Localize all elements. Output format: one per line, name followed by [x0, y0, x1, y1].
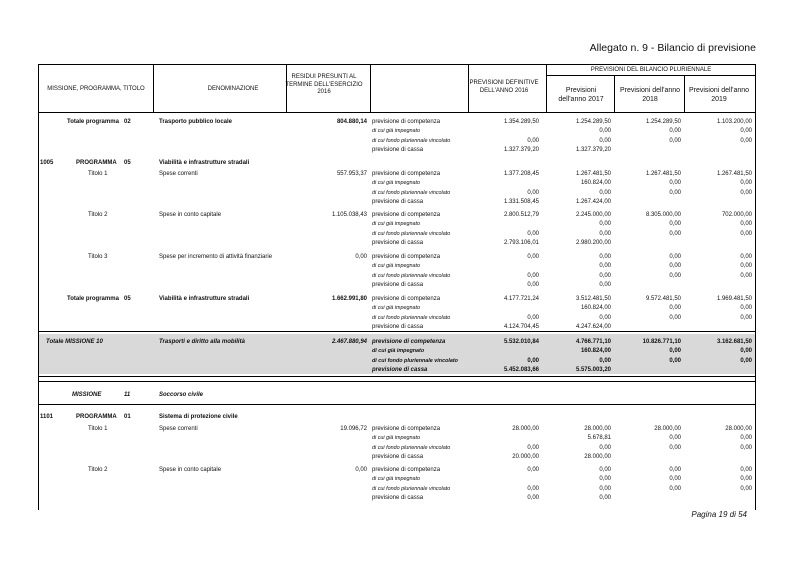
table-rule: [38, 331, 756, 332]
value-y2017: 0,00: [599, 189, 611, 196]
value-y2017: 2.245.000,00: [575, 212, 611, 218]
header-divider: [684, 75, 685, 112]
residui-value: 1.662.991,80: [331, 296, 367, 302]
value-prev_def: 0,00: [527, 281, 539, 288]
row-level: PROGRAMMA: [76, 160, 117, 166]
row-denominazione: Viabilità e infrastrutture stradali: [159, 296, 250, 302]
value-y2019: 1.969.481,50: [716, 296, 752, 302]
value-y2019: 0,00: [740, 305, 752, 312]
value-y2019: 0,00: [740, 435, 752, 442]
value-prev_def: 1.327.379,20: [503, 146, 539, 153]
value-y2017: 0,00: [599, 494, 611, 501]
value-y2018: 0,00: [669, 180, 681, 187]
value-y2017: 0,00: [599, 254, 611, 260]
row-type-label: di cui fondo pluriennale vincolato: [372, 272, 451, 279]
value-y2017: 4.247.624,00: [575, 323, 611, 330]
header-year-2018: Previsioni dell'anno 2018: [619, 87, 681, 103]
value-y2019: 0,00: [740, 348, 752, 355]
header-residui: RESIDUI PRESUNTI AL TERMINE DELL'ESERCIZIO 2016: [285, 74, 363, 95]
value-prev_def: 0,00: [527, 467, 539, 473]
value-y2018: 0,00: [669, 357, 681, 364]
value-y2017: 5.678,81: [587, 435, 611, 442]
value-prev_def: 0,00: [527, 254, 539, 260]
row-denominazione: Trasporto pubblico locale: [159, 119, 233, 125]
value-y2017: 0,00: [599, 230, 611, 237]
value-y2017: 28.000,00: [584, 453, 611, 460]
header-mission-programma-titolo: MISSIONE, PROGRAMMA, TITOLO: [47, 86, 145, 92]
row-type-label: di cui già impegnato: [372, 128, 420, 135]
row-level: Titolo 1: [88, 171, 108, 177]
row-denominazione: Sistema di protezione civile: [159, 414, 238, 420]
row-type-label: di cui già impegnato: [372, 180, 420, 187]
document-title: Allegato n. 9 - Bilancio di previsione: [589, 42, 756, 54]
row-type-label: di cui già impegnato: [372, 221, 420, 228]
value-prev_def: 2.800.512,79: [503, 212, 539, 218]
value-y2019: 0,00: [740, 357, 752, 364]
value-y2017: 0,00: [599, 467, 611, 473]
value-prev_def: 0,00: [527, 272, 539, 279]
row-type-label: previsione di competenza: [372, 296, 441, 302]
header-group-rule: [546, 75, 756, 76]
value-y2017: 28.000,00: [584, 426, 611, 432]
value-y2019: 0,00: [740, 221, 752, 228]
row-code: 1101: [40, 414, 54, 420]
value-y2017: 0,00: [599, 137, 611, 144]
row-type-label: previsione di cassa: [372, 494, 424, 501]
value-y2017: 1.254.289,50: [575, 119, 611, 125]
header-previsioni-definitive: PREVISIONI DEFINITIVE DELL'ANNO 2016: [469, 80, 539, 94]
row-denominazione: Trasporti e diritto alla mobilità: [159, 339, 245, 345]
value-y2017: 0,00: [599, 272, 611, 279]
row-denominazione: Soccorso civile: [159, 392, 204, 398]
header-denominazione: DENOMINAZIONE: [207, 86, 259, 92]
value-y2018: 1.267.481,50: [645, 171, 681, 177]
table-rule: [38, 381, 756, 382]
row-type-label: di cui già impegnato: [372, 263, 420, 270]
value-y2019: 0,00: [740, 263, 752, 270]
row-type-label: previsione di competenza: [372, 426, 441, 432]
header-year-2019: Previsioni dell'anno 2019: [688, 87, 750, 103]
value-y2019: 0,00: [740, 476, 752, 483]
value-y2018: 0,00: [669, 221, 681, 228]
table-rule: [38, 376, 756, 377]
value-y2019: 0,00: [740, 272, 752, 279]
value-y2019: 3.162.681,50: [716, 339, 752, 345]
value-y2018: 0,00: [669, 485, 681, 492]
value-y2019: 0,00: [740, 444, 752, 451]
residui-value: 804.880,14: [336, 119, 367, 125]
header-year-2017: Previsioni dell'anno 2017: [558, 87, 604, 103]
value-y2017: 1.267.424,00: [575, 198, 611, 205]
value-prev_def: 5.452.083,66: [503, 366, 539, 373]
value-prev_def: 0,00: [527, 357, 539, 364]
value-y2018: 0,00: [669, 263, 681, 270]
value-y2017: 0,00: [599, 476, 611, 483]
value-y2017: 0,00: [599, 281, 611, 288]
value-prev_def: 20.000,00: [512, 453, 539, 460]
value-y2019: 0,00: [740, 180, 752, 187]
value-prev_def: 0,00: [527, 494, 539, 501]
residui-value: 19.096,72: [340, 426, 367, 432]
row-level: MISSIONE: [72, 392, 102, 398]
value-y2019: 28.000,00: [725, 426, 752, 432]
row-type-label: previsione di competenza: [372, 467, 441, 473]
row-type-label: di cui fondo pluriennale vincolato: [372, 444, 451, 451]
row-denominazione: Spese per incremento di attività finanziarie: [159, 254, 273, 260]
row-number: 01: [124, 414, 131, 420]
value-y2017: 1.267.481,50: [575, 171, 611, 177]
value-y2018: 28.000,00: [654, 426, 681, 432]
row-type-label: di cui già impegnato: [372, 305, 420, 312]
header-divider: [370, 64, 371, 112]
row-denominazione: Spese in conto capitale: [159, 212, 222, 218]
row-type-label: di cui fondo pluriennale vincolato: [372, 357, 458, 364]
row-type-label: previsione di cassa: [372, 453, 424, 460]
row-type-label: di cui fondo pluriennale vincolato: [372, 314, 451, 321]
value-prev_def: 0,00: [527, 444, 539, 451]
value-y2018: 9.572.481,50: [645, 296, 681, 302]
value-y2017: 4.766.771,10: [575, 339, 611, 345]
row-code: 1005: [40, 160, 54, 166]
row-denominazione: Spese in conto capitale: [159, 467, 222, 473]
value-y2018: 0,00: [669, 137, 681, 144]
page-footer: Pagina 19 di 54: [691, 510, 747, 519]
residui-value: 1.105.038,43: [331, 212, 367, 218]
value-prev_def: 0,00: [527, 137, 539, 144]
value-y2018: 0,00: [669, 272, 681, 279]
row-level: Totale MISSIONE 10: [46, 339, 103, 345]
value-prev_def: 1.354.289,50: [503, 119, 539, 125]
row-type-label: previsione di cassa: [372, 366, 428, 373]
row-type-label: previsione di competenza: [372, 171, 441, 177]
row-denominazione: Spese correnti: [159, 426, 198, 432]
value-y2019: 702.000,00: [721, 212, 752, 218]
value-y2017: 0,00: [599, 314, 611, 321]
value-y2018: 0,00: [669, 314, 681, 321]
row-type-label: di cui fondo pluriennale vincolato: [372, 189, 451, 196]
row-number: 05: [124, 296, 131, 302]
value-y2017: 160.824,00: [580, 348, 611, 355]
value-y2019: 0,00: [740, 314, 752, 321]
value-prev_def: 28.000,00: [512, 426, 539, 432]
row-number: 11: [124, 392, 131, 398]
row-level: Titolo 2: [88, 467, 108, 473]
value-y2018: 0,00: [669, 476, 681, 483]
value-y2018: 0,00: [669, 230, 681, 237]
row-type-label: previsione di cassa: [372, 323, 424, 330]
value-y2018: 0,00: [669, 348, 681, 355]
value-y2019: 0,00: [740, 485, 752, 492]
header-divider: [153, 64, 154, 112]
header-divider: [614, 75, 615, 112]
row-level: Titolo 1: [88, 426, 108, 432]
row-level: Titolo 3: [88, 254, 108, 260]
row-type-label: previsione di cassa: [372, 146, 424, 153]
value-y2018: 0,00: [669, 254, 681, 260]
value-y2017: 5.575.003,20: [575, 366, 611, 373]
row-type-label: di cui già impegnato: [372, 476, 420, 483]
header-divider: [468, 64, 469, 112]
value-y2017: 160.824,00: [580, 305, 611, 312]
value-prev_def: 2.793.106,01: [503, 239, 539, 246]
value-y2017: 160.824,00: [580, 180, 611, 187]
value-y2019: 1.103.200,00: [716, 119, 752, 125]
table-rule: [38, 112, 756, 113]
row-type-label: previsione di cassa: [372, 198, 424, 205]
value-y2018: 8.305.000,00: [645, 212, 681, 218]
value-y2019: 0,00: [740, 467, 752, 473]
header-divider: [546, 64, 547, 112]
row-type-label: di cui fondo pluriennale vincolato: [372, 137, 451, 144]
value-y2017: 0,00: [599, 128, 611, 135]
value-y2018: 1.254.289,50: [645, 119, 681, 125]
value-y2017: 0,00: [599, 485, 611, 492]
value-y2019: 1.267.481,50: [716, 171, 752, 177]
residui-value: 557.953,37: [336, 171, 367, 177]
value-prev_def: 1.331.508,45: [503, 198, 539, 205]
value-y2018: 10.826.771,10: [642, 339, 681, 345]
value-y2017: 0,00: [599, 263, 611, 270]
value-prev_def: 4.177.721,24: [503, 296, 539, 302]
value-y2017: 2.980.200,00: [575, 239, 611, 246]
row-level: PROGRAMMA: [76, 414, 117, 420]
row-level: Totale programma: [67, 119, 119, 125]
row-level: Totale programma: [67, 296, 119, 302]
row-type-label: previsione di competenza: [372, 119, 441, 125]
value-y2019: 0,00: [740, 128, 752, 135]
row-type-label: previsione di competenza: [372, 339, 446, 345]
value-y2018: 0,00: [669, 435, 681, 442]
value-y2018: 0,00: [669, 128, 681, 135]
value-prev_def: 0,00: [527, 485, 539, 492]
value-y2019: 0,00: [740, 189, 752, 196]
value-y2019: 0,00: [740, 230, 752, 237]
residui-value: 0,00: [355, 254, 367, 260]
value-y2018: 0,00: [669, 305, 681, 312]
value-y2019: 0,00: [740, 137, 752, 144]
row-type-label: di cui fondo pluriennale vincolato: [372, 230, 451, 237]
value-y2018: 0,00: [669, 444, 681, 451]
header-pluriennale-group: PREVISIONI DEL BILANCIO PLURIENNALE: [590, 67, 712, 73]
value-prev_def: 4.124.704,45: [503, 323, 539, 330]
value-prev_def: 0,00: [527, 230, 539, 237]
residui-value: 2.467.880,94: [331, 339, 367, 345]
row-number: 05: [124, 160, 131, 166]
value-y2017: 0,00: [599, 444, 611, 451]
value-y2017: 3.512.481,50: [575, 296, 611, 302]
row-level: Titolo 2: [88, 212, 108, 218]
row-type-label: previsione di competenza: [372, 212, 441, 218]
value-prev_def: 0,00: [527, 189, 539, 196]
row-type-label: di cui fondo pluriennale vincolato: [372, 485, 451, 492]
row-type-label: previsione di cassa: [372, 281, 424, 288]
header-divider: [286, 64, 287, 112]
value-y2019: 0,00: [740, 254, 752, 260]
value-prev_def: 5.532.010,84: [503, 339, 539, 345]
value-y2017: 0,00: [599, 221, 611, 228]
row-denominazione: Viabilità e infrastrutture stradali: [159, 160, 250, 166]
row-number: 02: [124, 119, 131, 125]
value-y2017: 1.327.379,20: [575, 146, 611, 153]
row-type-label: di cui già impegnato: [372, 435, 420, 442]
row-type-label: previsione di cassa: [372, 239, 424, 246]
row-type-label: di cui già impegnato: [372, 348, 425, 355]
row-denominazione: Spese correnti: [159, 171, 198, 177]
value-prev_def: 1.377.208,45: [503, 171, 539, 177]
row-type-label: previsione di competenza: [372, 254, 441, 260]
value-prev_def: 0,00: [527, 314, 539, 321]
value-y2018: 0,00: [669, 467, 681, 473]
value-y2018: 0,00: [669, 189, 681, 196]
residui-value: 0,00: [355, 467, 367, 473]
table-rule: [38, 404, 756, 405]
value-y2017: 0,00: [599, 357, 611, 364]
